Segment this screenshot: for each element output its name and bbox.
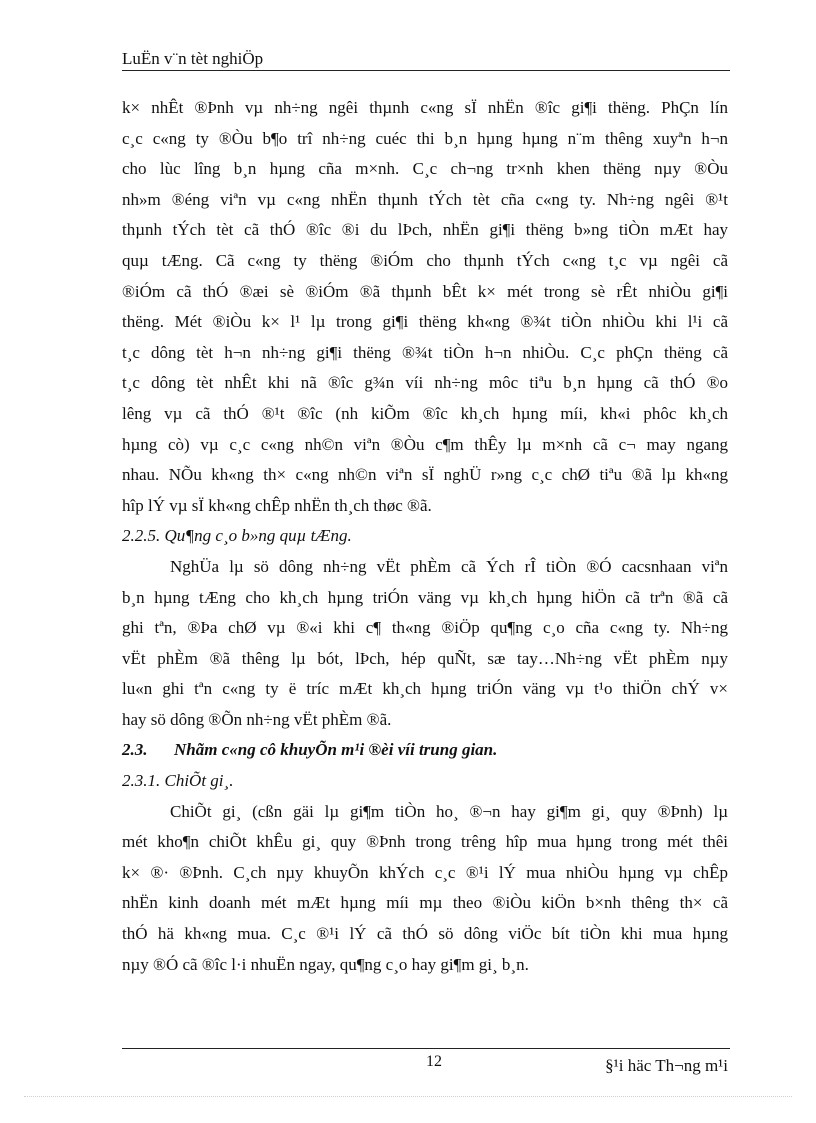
section-heading-2-3-1: 2.3.1. ChiÕt gi¸.: [122, 771, 234, 791]
header-rule: [122, 70, 730, 71]
text-line: lêng vµ cã thÓ ®¹t ®îc (nh kiÕm ®îc kh¸ch hµng míi, kh«i phôc kh¸ch: [122, 403, 728, 423]
paragraph-gift-advertising: [122, 552, 728, 736]
text-line: mét kho¶n chiÕt khÊu gi¸ quy ®Þnh trong trêng hîp mua hµng trong mét thêi: [122, 832, 728, 852]
text-line: hµng cò) vµ c¸c c«ng nh©n viªn ®Òu c¶m thÊy lµ m×nh cã c¬ may ngang: [122, 434, 728, 454]
text-line: cho lùc lîng b¸n hµng cña m×nh. C¸c ch¬ng tr×nh khen thëng nµy ®Òu: [122, 159, 728, 179]
page-number: 12: [426, 1053, 442, 1070]
text-line: k× nhÊt ®Þnh vµ nh÷ng ngêi thµnh c«ng sÏ nhËn ®îc gi¶i thëng. PhÇn lín: [122, 98, 728, 117]
text-line: t¸c dông tèt nhÊt khi nã ®îc g¾n víi nh÷ng môc tiªu b¸n hµng cã thÓ ®o: [122, 373, 728, 393]
text-line: thëng. Mét ®iÒu k× l¹ lµ trong gi¶i thëng kh«ng ®¾t tiÒn nhiÒu khi l¹i cã: [122, 312, 728, 332]
text-line: nhau. NÕu kh«ng th× c«ng nh©n viªn sÏ nghÜ r»ng c¸c chØ tiªu ®ã lµ kh«ng: [122, 465, 728, 485]
text-line: nhËn kinh doanh mét mÆt hµng míi mµ theo ®iÒu kiÖn b×nh thêng th× cã: [122, 893, 728, 913]
paragraph-sales-contests: [122, 93, 728, 521]
text-line: t¸c dông tèt h¬n nh÷ng gi¶i thëng ®¾t tiÒn h¬n nhiÒu. C¸c phÇn thëng cã: [122, 342, 728, 362]
paragraph-discount: [122, 797, 728, 981]
text-line: NghÜa lµ sö dông nh÷ng vËt phÈm cã Ých rÎ tiÒn ®Ó cacsnhaan viªn: [170, 556, 728, 576]
page-body: [122, 93, 728, 980]
section-title: Nhãm c«ng cô khuyÕn m¹i ®èi víi trung gian.: [174, 740, 498, 760]
text-line: quµ tÆng. Cã c«ng ty thëng ®iÓm cho thµnh tÝch c«ng t¸c vµ ngêi cã: [122, 250, 728, 270]
text-line: c¸c c«ng ty ®Òu b¶o trî nh÷ng cuéc thi b¸n hµng hµng n¨m thêng xuyªn h¬n: [122, 128, 728, 148]
footer-institution: §¹i häc Th¬ng m¹i: [605, 1056, 728, 1075]
running-header: LuËn v¨n tèt nghiÖp: [122, 49, 264, 68]
text-line: b¸n hµng tÆng cho kh¸ch hµng triÓn väng vµ kh¸ch hµng hiÖn cã trªn ®ã cã: [122, 587, 728, 607]
text-line: vËt phÈm ®ã thêng lµ bót, lÞch, hép quÑt, sæ tay…Nh÷ng vËt phÈm nµy: [122, 648, 728, 668]
text-line: ChiÕt gi¸ (cßn gäi lµ gi¶m tiÒn ho¸ ®¬n hay gi¶m gi¸ quy ®Þnh) lµ: [170, 801, 728, 821]
text-line: nh»m ®éng viªn vµ c«ng nhËn thµnh tÝch tèt cña c«ng ty. Nh÷ng ngêi ®¹t: [122, 189, 728, 209]
text-line: k× ®· ®Þnh. C¸ch nµy khuyÕn khÝch c¸c ®¹i lÝ mua nhiÒu hµng vµ chÊp: [122, 862, 728, 882]
text-line: hay sö dông ®Õn nh÷ng vËt phÈm ®ã.: [122, 709, 392, 729]
text-line: ghi tªn, ®Þa chØ vµ ®«i khi c¶ th«ng ®iÖp qu¶ng c¸o cña c«ng ty. Nh÷ng: [122, 618, 728, 638]
text-line: hîp lÝ vµ sÏ kh«ng chÊp nhËn th¸ch thøc ®ã.: [122, 495, 432, 515]
text-line: lu«n ghi tªn c«ng ty ë tríc mÆt kh¸ch hµng triÓn väng vµ t¹o thiÖn chÝ v×: [122, 679, 728, 699]
text-line: thÓ hä kh«ng mua. C¸c ®¹i lÝ cã thÓ sö dông viÖc bít tiÒn khi mua hµng: [122, 924, 728, 944]
page-bottom-divider: [24, 1096, 792, 1097]
section-number: 2.3.: [122, 740, 148, 760]
footer-rule: [122, 1048, 730, 1049]
text-line: thµnh tÝch tèt cã thÓ ®îc ®i du lÞch, nhËn gi¶i thëng b»ng tiÒn mÆt hay: [122, 220, 728, 240]
text-line: nµy ®Ó cã ®îc l·i nhuËn ngay, qu¶ng c¸o hay gi¶m gi¸ b¸n.: [122, 954, 529, 974]
section-heading-2-3: [122, 735, 728, 766]
text-line: ®iÓm cã thÓ ®æi sè ®iÓm ®ã thµnh bÊt k× mét trong sè rÊt nhiÒu gi¶i: [122, 281, 728, 301]
section-heading-2-2-5: 2.2.5. Qu¶ng c¸o b»ng quµ tÆng.: [122, 526, 352, 546]
